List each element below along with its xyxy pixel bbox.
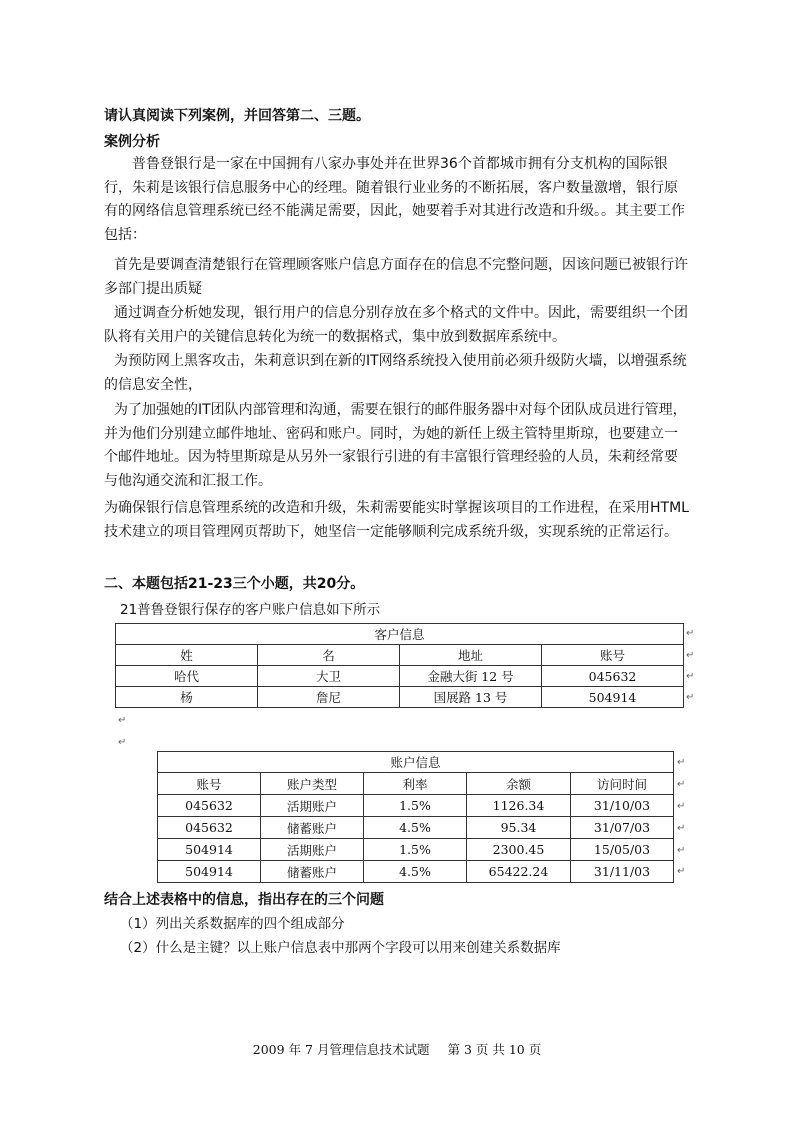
paragraph-mark: ↵ — [118, 737, 127, 748]
paragraph-mark: ↵ — [677, 801, 686, 812]
paragraph-mark: ↵ — [118, 715, 127, 726]
paragraph-mark: ↵ — [677, 845, 686, 856]
table-cell: 2300.45 — [467, 839, 571, 861]
table-cell: 31/10/03 — [571, 795, 674, 817]
table-cell: 045632 — [158, 817, 261, 839]
footer-exam-title: 2009 年 7 月管理信息技术试题 — [252, 1042, 430, 1057]
page-footer — [0, 1040, 794, 1058]
table-cell: 504914 — [542, 687, 684, 708]
column-header: 账号 — [542, 645, 684, 666]
column-header: 账户类型 — [261, 773, 364, 795]
table-cell: 杨 — [116, 687, 258, 708]
column-header: 名 — [258, 645, 400, 666]
paragraph-text: 普鲁登银行是一家在中国拥有八家办事处并在世界36个首都城市拥有分支机构的国际银行，朱莉是该银行信息服务中心的经理。随着银行业业务的不断拓展，客户数量激增，银行原有的网络信息管理系统已经不能满足需要，因此，她要着手对其进行改造和升级。。其主要工作包括： — [104, 156, 685, 243]
customer-info-table — [115, 623, 684, 708]
paragraph-investigation — [104, 254, 689, 301]
footer-page-number: 第 3 页 共 10 页 — [447, 1042, 542, 1057]
table-cell: 4.5% — [364, 817, 467, 839]
table-cell: 504914 — [158, 861, 261, 883]
table-cell: 詹尼 — [258, 687, 400, 708]
table-cell: 95.34 — [467, 817, 571, 839]
table-cell: 4.5% — [364, 861, 467, 883]
case-heading: 案例分析 — [104, 134, 160, 150]
table-title: 账户信息 — [158, 752, 674, 773]
table-cell: 国展路 13 号 — [400, 687, 542, 708]
paragraph-project — [104, 497, 689, 544]
intro-heading: 请认真阅读下列案例，并回答第二、三题。 — [104, 108, 370, 124]
sub-question-1: （1）列出关系数据库的四个组成部分 — [120, 916, 345, 932]
paragraph-analysis — [104, 302, 689, 349]
table-cell: 045632 — [158, 795, 261, 817]
paragraph-mark: ↵ — [686, 650, 695, 661]
column-header: 地址 — [400, 645, 542, 666]
paragraph-mark: ↵ — [677, 866, 686, 877]
paragraph-text: 为确保银行信息管理系统的改造和升级，朱莉需要能实时掌握该项目的工作进程，在采用HTML技术建立的项目管理网页帮助下，她坚信一定能够顺利完成系统升级，实现系统的正常运行。 — [104, 500, 689, 540]
table-row — [116, 687, 684, 708]
table-cell: 活期账户 — [261, 795, 364, 817]
table-row — [158, 795, 674, 817]
paragraph-mark: ↵ — [677, 757, 686, 768]
paragraph-mark: ↵ — [686, 628, 695, 639]
table-row — [158, 861, 674, 883]
table-header-row — [116, 645, 684, 666]
table-cell: 1.5% — [364, 795, 467, 817]
paragraph-text: 为了加强她的IT团队内部管理和沟通，需要在银行的邮件服务器中对每个团队成员进行管理，并为他们分别建立邮件地址、密码和账户。同时，为她的新任上级主管特里斯琼，也要建立一个邮件地址。因为特里斯琼是从另外一家银行引进的有丰富银行管理经验的人员，朱莉经常要与他沟通交流和汇报工作。 — [104, 402, 687, 489]
table-cell: 1126.34 — [467, 795, 571, 817]
paragraph-mark: ↵ — [677, 779, 686, 790]
table-cell: 大卫 — [258, 666, 400, 687]
paragraph-firewall — [104, 350, 689, 397]
table-cell: 储蓄账户 — [261, 817, 364, 839]
combine-heading: 结合上述表格中的信息，指出存在的三个问题 — [104, 892, 384, 908]
sub-question-2: （2）什么是主键？以上账户信息表中那两个字段可以用来创建关系数据库 — [120, 940, 561, 956]
column-header: 姓 — [116, 645, 258, 666]
paragraph-text: 通过调查分析她发现，银行用户的信息分别存放在多个格式的文件中。因此，需要组织一个团队将有关用户的关键信息转化为统一的数据格式，集中放到数据库系统中。 — [104, 305, 688, 345]
question-21-text: 21普鲁登银行保存的客户账户信息如下所示 — [120, 602, 381, 618]
table-cell: 活期账户 — [261, 839, 364, 861]
table-header-row — [158, 773, 674, 795]
table-cell: 金融大街 12 号 — [400, 666, 542, 687]
paragraph-text: 为预防网上黑客攻击，朱莉意识到在新的IT网络系统投入使用前必须升级防火墙，以增强系统的信息安全性， — [104, 353, 687, 393]
account-info-table — [157, 751, 674, 883]
table-cell: 储蓄账户 — [261, 861, 364, 883]
table-cell: 504914 — [158, 839, 261, 861]
table-cell: 31/07/03 — [571, 817, 674, 839]
table-row — [158, 817, 674, 839]
paragraph-mark: ↵ — [686, 671, 695, 682]
paragraph-intro — [104, 153, 689, 247]
paragraph-text: 首先是要调查清楚银行在管理顾客账户信息方面存在的信息不完整问题，因该问题已被银行许多部门提出质疑 — [104, 257, 688, 297]
table-cell: 31/11/03 — [571, 861, 674, 883]
column-header: 余额 — [467, 773, 571, 795]
table-cell: 045632 — [542, 666, 684, 687]
paragraph-mark: ↵ — [677, 823, 686, 834]
table-cell: 哈代 — [116, 666, 258, 687]
paragraph-mark: ↵ — [686, 692, 695, 703]
table-row — [116, 666, 684, 687]
table-title: 客户信息 — [116, 624, 684, 645]
section-heading: 二、本题包括21-23三个小题，共20分。 — [104, 576, 365, 592]
table-cell: 1.5% — [364, 839, 467, 861]
table-cell: 65422.24 — [467, 861, 571, 883]
column-header: 访问时间 — [571, 773, 674, 795]
paragraph-email — [104, 399, 689, 493]
column-header: 账号 — [158, 773, 261, 795]
table-row — [158, 839, 674, 861]
table-cell: 15/05/03 — [571, 839, 674, 861]
column-header: 利率 — [364, 773, 467, 795]
